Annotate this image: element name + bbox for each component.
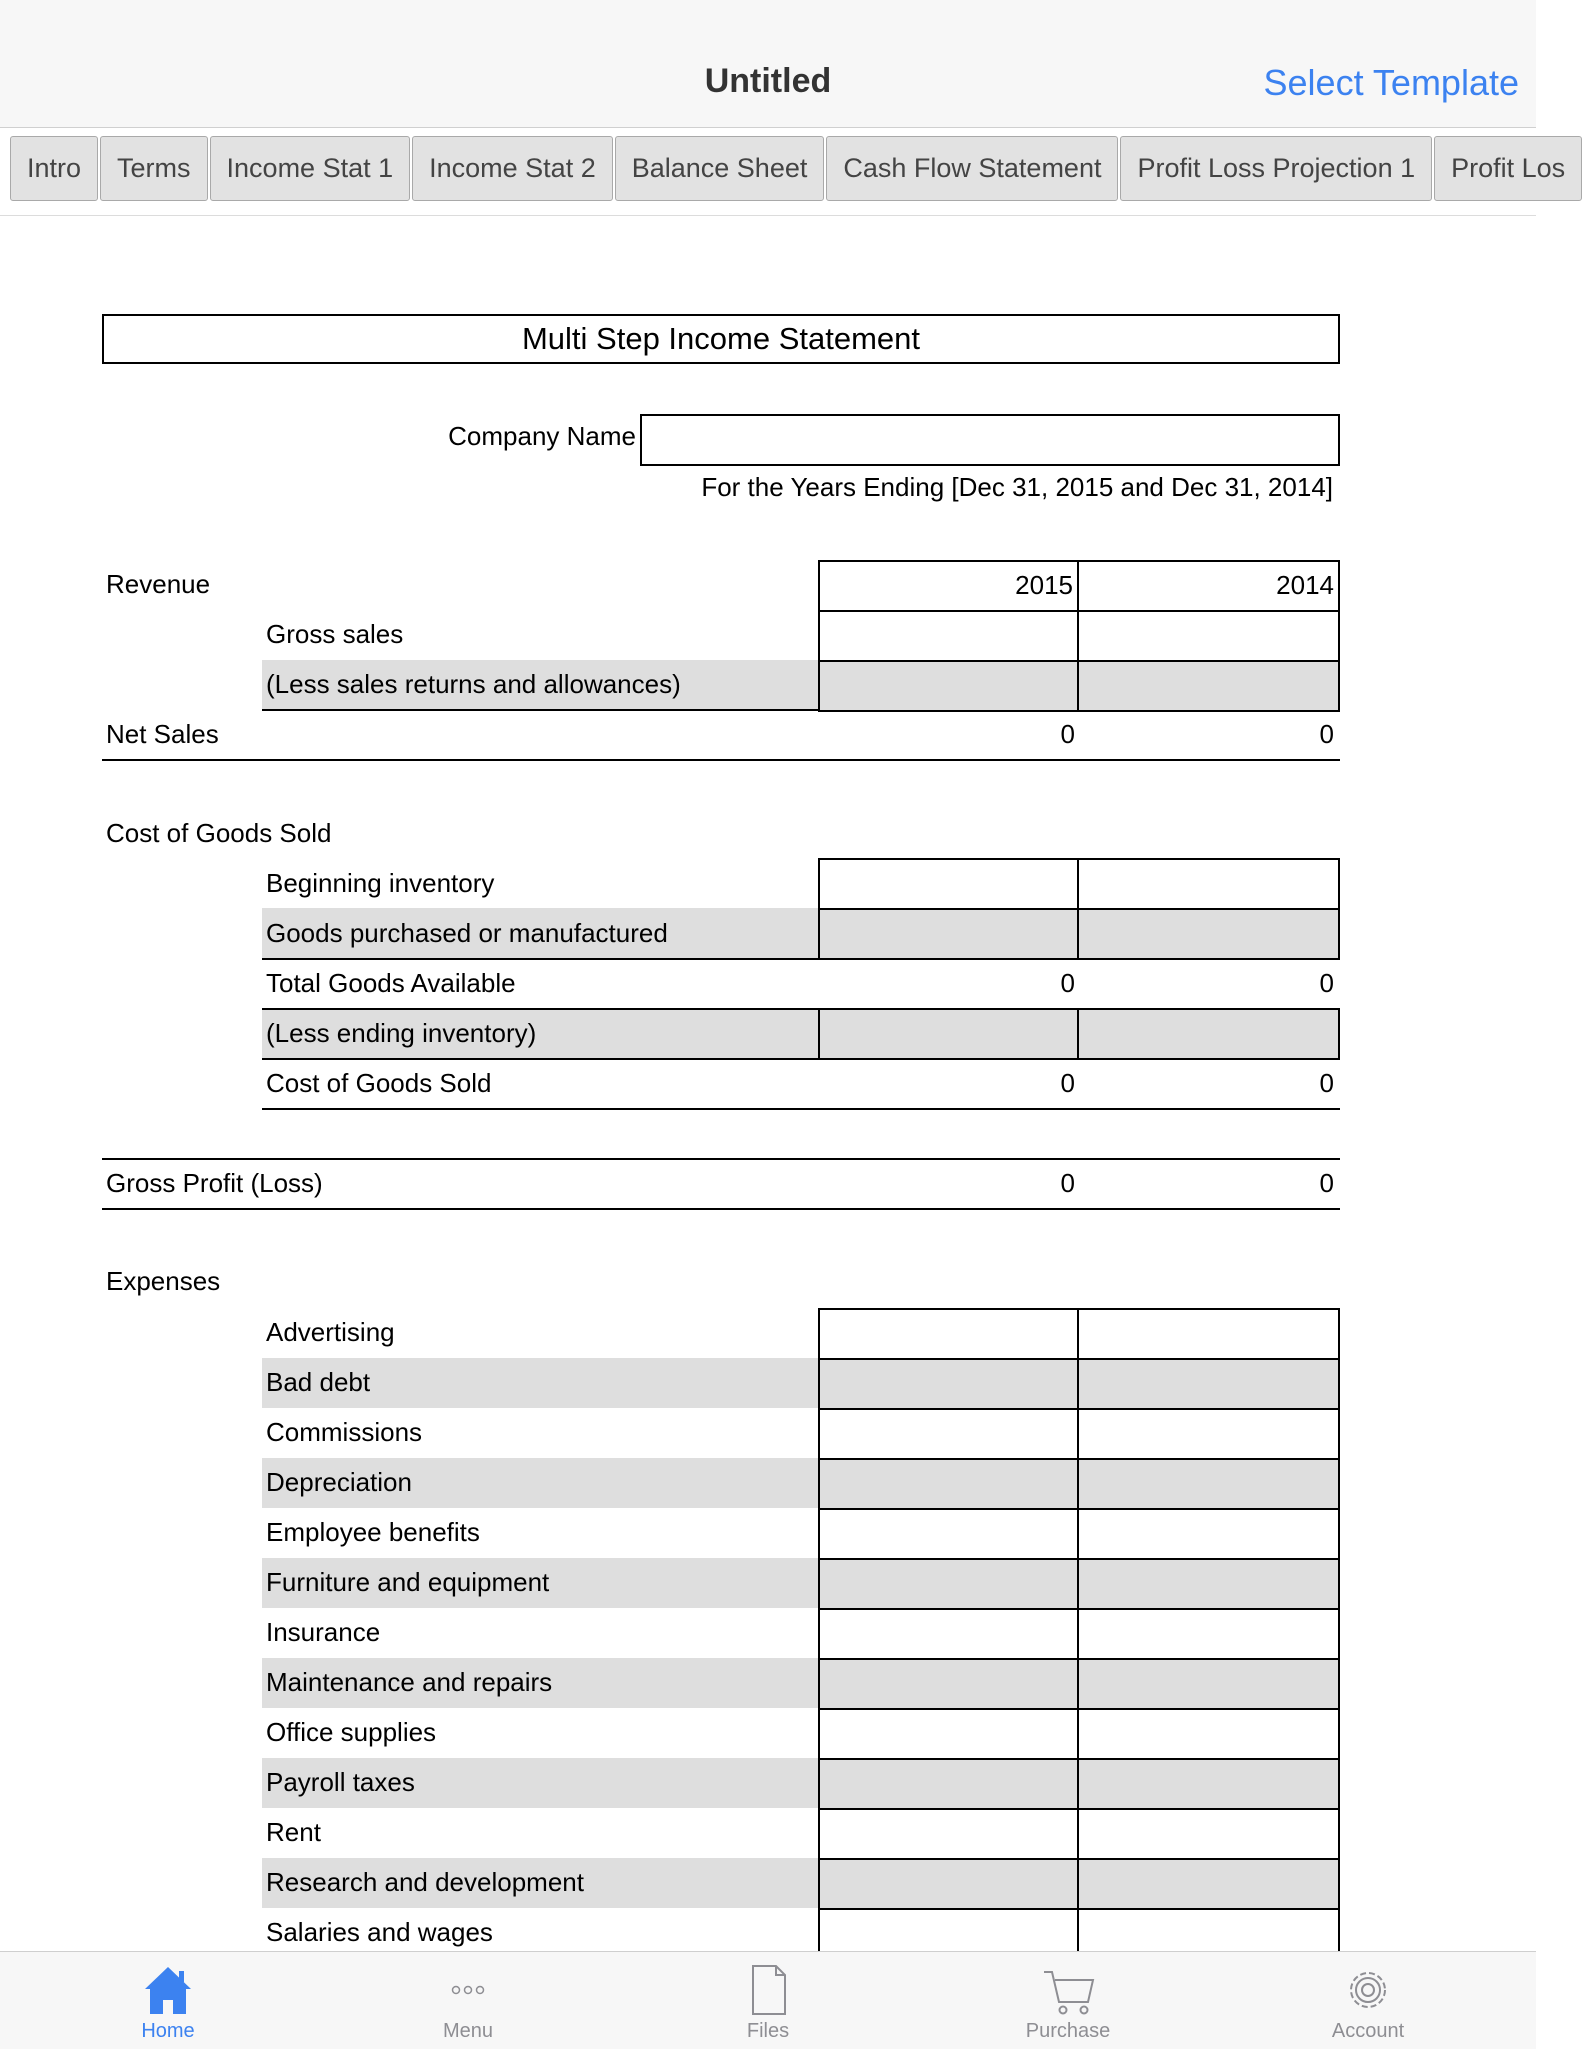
divider	[262, 1058, 818, 1060]
tab-income-stat-2[interactable]: Income Stat 2	[412, 136, 613, 201]
ending-inventory-2015-cell[interactable]	[818, 1008, 1079, 1060]
tabbar-account[interactable]	[1218, 1952, 1518, 2049]
goods-purchased-2014-cell[interactable]	[1077, 908, 1340, 960]
gross-profit-2014-value: 0	[1319, 1168, 1334, 1198]
expense-2015-cell[interactable]	[818, 1758, 1079, 1810]
expense-2014-cell[interactable]	[1077, 1708, 1340, 1760]
sheet-tabs	[10, 136, 1584, 201]
ending-inventory-label: (Less ending inventory)	[266, 1018, 537, 1048]
sales-returns-label: (Less sales returns and allowances)	[266, 669, 681, 699]
net-sales-2014-value: 0	[1319, 719, 1334, 749]
ending-inventory-2014-cell[interactable]	[1077, 1008, 1340, 1060]
tab-balance-sheet[interactable]: Balance Sheet	[615, 136, 825, 201]
beginning-inventory-2015-cell[interactable]	[818, 858, 1079, 910]
divider	[102, 1208, 1340, 1210]
cost-of-goods-sold-label: Cost of Goods Sold	[266, 1068, 492, 1098]
expense-2015-cell[interactable]	[818, 1408, 1079, 1460]
expense-2014-cell[interactable]	[1077, 1808, 1340, 1860]
goods-purchased-2015-cell[interactable]	[818, 908, 1079, 960]
expense-2014-cell[interactable]	[1077, 1508, 1340, 1560]
gross-profit-2015-value: 0	[1060, 1168, 1075, 1198]
gross-sales-2014-cell[interactable]	[1077, 610, 1340, 662]
expense-2014-cell[interactable]	[1077, 1458, 1340, 1510]
beginning-inventory-label: Beginning inventory	[266, 868, 495, 898]
tabbar-files[interactable]	[618, 1952, 918, 2049]
sales-returns-2015-cell[interactable]	[818, 660, 1079, 712]
net-sales-label: Net Sales	[106, 719, 219, 749]
expense-label: Furniture and equipment	[266, 1567, 550, 1597]
expense-2015-cell[interactable]	[818, 1858, 1079, 1910]
cart-icon	[918, 1962, 1218, 2018]
expense-label: Salaries and wages	[266, 1917, 493, 1947]
sheet-tab-strip[interactable]	[0, 128, 1566, 216]
expense-label: Bad debt	[266, 1367, 371, 1397]
gross-profit-label: Gross Profit (Loss)	[106, 1168, 323, 1198]
expenses-heading: Expenses	[106, 1266, 221, 1296]
tabbar-home[interactable]	[18, 1952, 318, 2049]
tabbar-menu-label: Menu	[442, 2020, 494, 2042]
nav-bar	[0, 0, 1536, 128]
expense-label: Office supplies	[266, 1717, 437, 1747]
expense-2015-cell[interactable]	[818, 1558, 1079, 1610]
sales-returns-2014-cell[interactable]	[1077, 660, 1340, 712]
expense-label: Rent	[266, 1817, 321, 1847]
expense-2015-cell[interactable]	[818, 1508, 1079, 1560]
tab-income-stat-1[interactable]: Income Stat 1	[210, 136, 411, 201]
expense-2014-cell[interactable]	[1077, 1358, 1340, 1410]
gross-sales-label: Gross sales	[266, 619, 404, 649]
year-2014-label: 2014	[1276, 570, 1334, 600]
total-goods-2015-value: 0	[1060, 968, 1075, 998]
expense-2015-cell[interactable]	[818, 1358, 1079, 1410]
tab-cash-flow-statement[interactable]: Cash Flow Statement	[826, 136, 1118, 201]
document-title: Untitled	[704, 62, 832, 100]
expense-2015-cell[interactable]	[818, 1308, 1079, 1360]
divider	[262, 958, 818, 960]
expense-2014-cell[interactable]	[1077, 1758, 1340, 1810]
bottom-tab-bar	[0, 1951, 1536, 2049]
home-icon	[18, 1962, 318, 2018]
more-icon	[318, 1962, 618, 2018]
tabbar-account-label: Account	[1331, 2020, 1405, 2042]
expense-label: Insurance	[266, 1617, 381, 1647]
expense-label: Employee benefits	[266, 1517, 480, 1547]
divider	[262, 709, 818, 711]
expense-2015-cell[interactable]	[818, 1708, 1079, 1760]
tabbar-files-label: Files	[746, 2020, 790, 2042]
income-statement-sheet	[0, 216, 1536, 1951]
revenue-heading: Revenue	[106, 569, 211, 599]
cogs-2015-value: 0	[1060, 1068, 1075, 1098]
divider	[102, 1158, 1340, 1160]
expense-2014-cell[interactable]	[1077, 1658, 1340, 1710]
tab-profit-loss-projection-1[interactable]: Profit Loss Projection 1	[1120, 136, 1432, 201]
divider	[262, 1008, 818, 1010]
divider	[102, 759, 1340, 761]
select-template-button[interactable]: Select Template	[1263, 62, 1519, 103]
expense-2015-cell[interactable]	[818, 1608, 1079, 1660]
tab-intro[interactable]: Intro	[10, 136, 98, 201]
gear-icon	[1218, 1962, 1518, 2018]
total-goods-label: Total Goods Available	[266, 968, 516, 998]
tabbar-purchase-label: Purchase	[1025, 2020, 1111, 2042]
tabbar-menu[interactable]	[318, 1952, 618, 2049]
year-header-2014	[1077, 560, 1340, 612]
tab-terms[interactable]: Terms	[100, 136, 208, 201]
expense-2015-cell[interactable]	[818, 1658, 1079, 1710]
cogs-heading: Cost of Goods Sold	[106, 818, 332, 848]
expense-label: Commissions	[266, 1417, 423, 1447]
total-goods-2014-value: 0	[1319, 968, 1334, 998]
expense-2014-cell[interactable]	[1077, 1408, 1340, 1460]
company-name-field[interactable]	[640, 414, 1340, 466]
company-name-label: Company Name	[448, 421, 636, 451]
net-sales-2015-value: 0	[1060, 719, 1075, 749]
expense-label: Maintenance and repairs	[266, 1667, 553, 1697]
expense-2014-cell[interactable]	[1077, 1858, 1340, 1910]
expense-2015-cell[interactable]	[818, 1808, 1079, 1860]
expense-2014-cell[interactable]	[1077, 1308, 1340, 1360]
file-icon	[618, 1962, 918, 2018]
beginning-inventory-2014-cell[interactable]	[1077, 858, 1340, 910]
expense-2014-cell[interactable]	[1077, 1608, 1340, 1660]
goods-purchased-label: Goods purchased or manufactured	[266, 918, 668, 948]
expense-2015-cell[interactable]	[818, 1458, 1079, 1510]
cogs-2014-value: 0	[1319, 1068, 1334, 1098]
expense-label: Research and development	[266, 1867, 584, 1897]
year-header-2015	[818, 560, 1079, 612]
divider	[262, 1108, 1340, 1110]
tabbar-purchase[interactable]	[918, 1952, 1218, 2049]
tab-profit-loss-projection-2[interactable]: Profit Los	[1434, 136, 1582, 201]
expense-2014-cell[interactable]	[1077, 1558, 1340, 1610]
statement-title: Multi Step Income Statement	[102, 314, 1340, 364]
expense-label: Depreciation	[266, 1467, 412, 1497]
years-ending-note: For the Years Ending [Dec 31, 2015 and Dec 31, 2014]	[701, 472, 1333, 502]
expense-label: Payroll taxes	[266, 1767, 415, 1797]
year-2015-label: 2015	[1015, 570, 1073, 600]
gross-sales-2015-cell[interactable]	[818, 610, 1079, 662]
tabbar-home-label: Home	[141, 2020, 195, 2042]
expense-label: Advertising	[266, 1317, 395, 1347]
